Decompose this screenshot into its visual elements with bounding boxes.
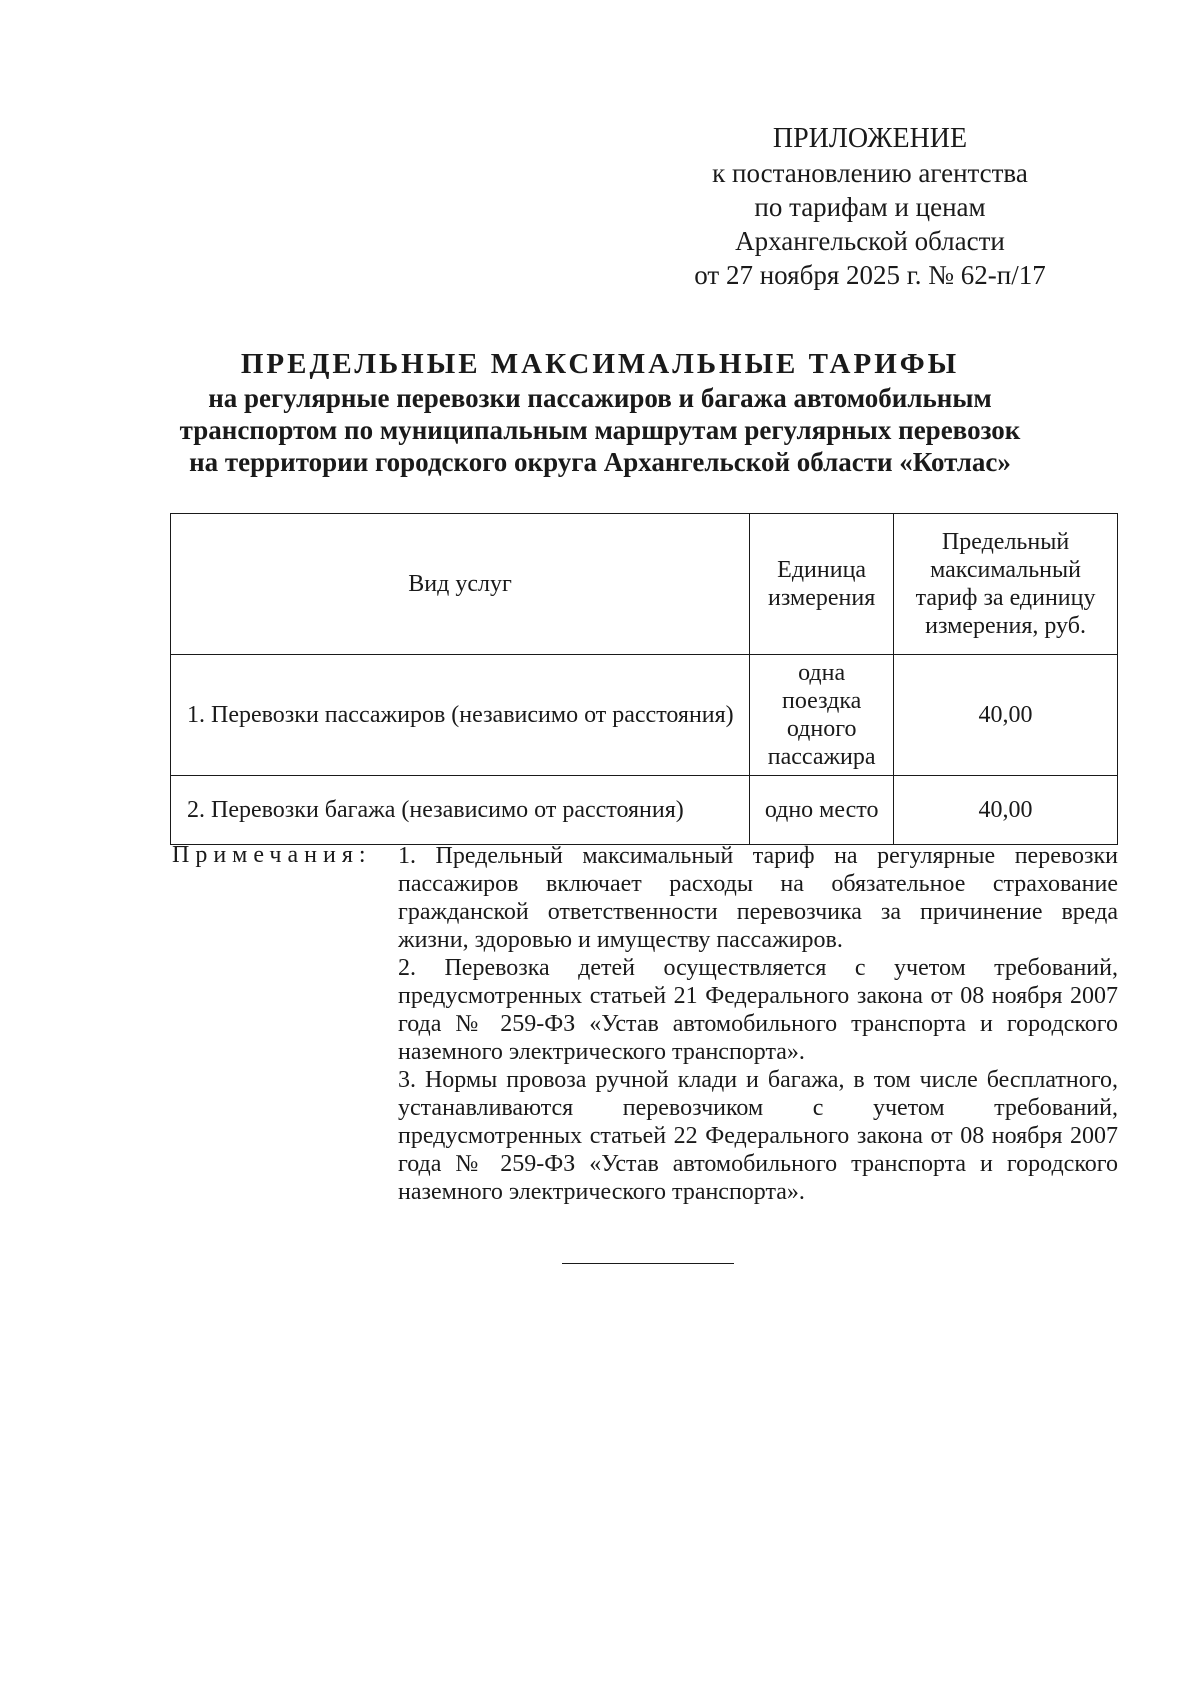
document-heading bbox=[150, 348, 1050, 478]
note-item: 2. Перевозка детей осуществляется с учетом требований, предусмотренных статьей 21 Федерального закона от 08 ноября 2007 года № 259-ФЗ «Устав автомобильного транспорта и городского наземного электрического транспорта». bbox=[398, 955, 1118, 1065]
table-header-row bbox=[171, 514, 1118, 655]
cell-service-type: 2. Перевозки багажа (независимо от расстояния) bbox=[171, 776, 750, 845]
cell-unit: одно место bbox=[750, 776, 894, 845]
header-service-type: Вид услуг bbox=[171, 514, 750, 655]
end-divider bbox=[562, 1263, 734, 1264]
cell-tariff: 40,00 bbox=[894, 776, 1118, 845]
notes-label: Примечания: bbox=[172, 842, 372, 868]
tariff-table bbox=[170, 513, 1118, 845]
cell-service-type: 1. Перевозки пассажиров (независимо от расстояния) bbox=[171, 655, 750, 776]
note-item: 3. Нормы провоза ручной клади и багажа, в том числе бесплатного, устанавливаются перевозчиком с учетом требований, предусмотренных статьей 22 Федерального закона от 08 ноября 2007 года № 259-ФЗ «Устав автомобильного транспорта и городского наземного электрического транспорта». bbox=[398, 1067, 1118, 1205]
table-row bbox=[171, 776, 1118, 845]
cell-tariff: 40,00 bbox=[894, 655, 1118, 776]
appendix-title: ПРИЛОЖЕНИЕ bbox=[772, 123, 968, 154]
table-row bbox=[171, 655, 1118, 776]
appendix-block bbox=[670, 122, 1070, 292]
heading-main: ПРЕДЕЛЬНЫЕ МАКСИМАЛЬНЫЕ ТАРИФЫ bbox=[240, 348, 960, 380]
appendix-line-3: Архангельской области bbox=[735, 226, 1005, 256]
heading-line-3: на территории городского округа Архангельской области «Котлас» bbox=[189, 447, 1011, 477]
appendix-line-2: по тарифам и ценам bbox=[754, 192, 986, 222]
header-max-tariff: Предельный максимальный тариф за единицу измерения, руб. bbox=[894, 514, 1118, 655]
header-unit: Единица измерения bbox=[750, 514, 894, 655]
appendix-line-1: к постановлению агентства bbox=[712, 158, 1028, 188]
heading-line-1: на регулярные перевозки пассажиров и багажа автомобильным bbox=[208, 383, 992, 413]
cell-unit: одна поездка одного пассажира bbox=[750, 655, 894, 776]
heading-line-2: транспортом по муниципальным маршрутам регулярных перевозок bbox=[179, 415, 1021, 445]
note-item: 1. Предельный максимальный тариф на регулярные перевозки пассажиров включает расходы на обязательное страхование гражданской ответственности перевозчика за причинение вреда жизни, здоровью и имуществу пассажиров. bbox=[398, 843, 1118, 953]
appendix-line-4: от 27 ноября 2025 г. № 62-п/17 bbox=[694, 260, 1046, 290]
notes-list bbox=[398, 842, 1118, 1206]
